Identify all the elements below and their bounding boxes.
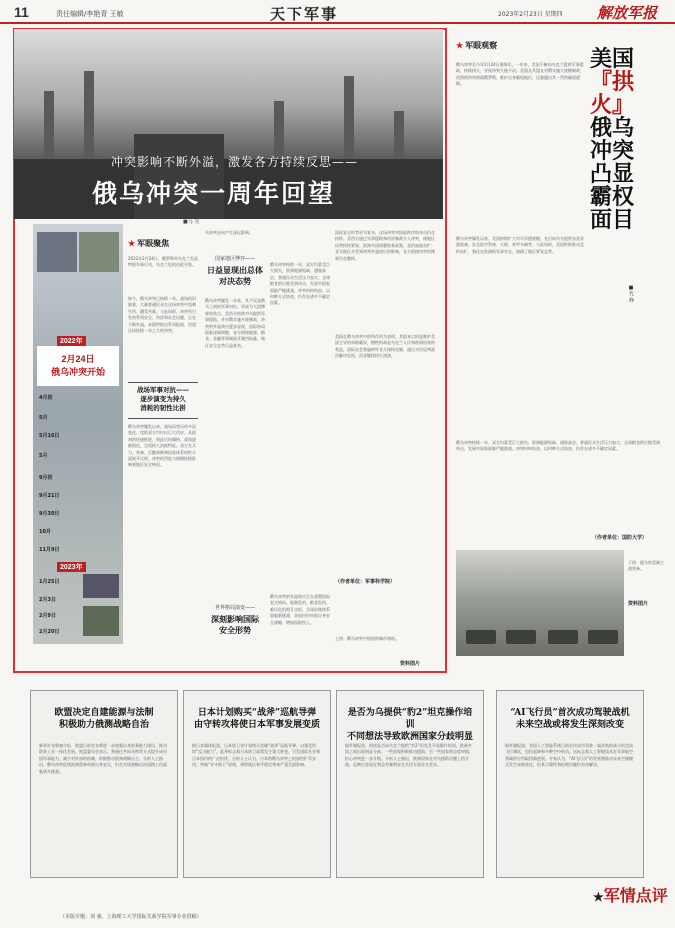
- timeline-date: 4月初: [39, 395, 53, 401]
- mid-para-2: 俄乌冲突爆发一年来，其不仅是俄乌之间的军事对抗，更成为大国博弈的焦点。美西方持续对乌提供军事援助，并对俄实施多轮制裁，冲突的外溢效应逐步显现，国际格局面临深刻调整，各方围绕能源、粮食、金融等领域展开激烈较量，地区安全态势日益复杂。: [205, 298, 265, 348]
- vehicle-shape: [548, 630, 578, 644]
- timeline-photo: [83, 606, 119, 636]
- vehicle-shape: [588, 630, 618, 644]
- timeline-date: 9月初: [39, 475, 53, 481]
- section-title: 日益显现出总体 对决态势: [207, 265, 263, 286]
- news-box-title: 欧盟决定自建能源与法制 积极助力俄测战略自治: [54, 708, 154, 730]
- key-date-card: [37, 346, 119, 386]
- headline-part: 俄乌冲突凸显霸权面目: [590, 115, 635, 233]
- section-rubric: 国家地区博弈——: [214, 256, 255, 262]
- right-author: ■代 峥: [628, 285, 634, 303]
- section-rubric: 世界格局演变——: [214, 605, 255, 611]
- right-kicker: ★ 军眼观察: [456, 40, 498, 50]
- timeline-date: 2月20日: [39, 629, 60, 635]
- right-headline: [590, 48, 638, 232]
- right-para-1: 俄乌冲突至今年2月24日满周年。一年来，美国不断向乌克兰提供军事援助，持续拱火，导致冲突久拖不决。美国及其盟友对俄实施大规模制裁，试图借冲突削弱俄罗斯，维护自身霸权地位，这暴露出其一贯的霸权逻辑。: [456, 62, 584, 87]
- news-box-title: “AI飞行员”首次成功驾驶战机 未来空战或将发生深刻改变: [510, 708, 630, 730]
- hero-title: 俄乌冲突一周年回望: [92, 179, 336, 208]
- issue-date: 2023年2月23日 星期四: [498, 11, 563, 18]
- key-date: 2月24日: [61, 354, 95, 364]
- feature-right-para-1: 国际安全形势更为复杂，这场冲突对国际秩序的冲击仍在持续。美西方通过军事援助和经济制裁介入冲突，使地区局势持续紧张；欧洲多国调整防务政策，北约加速东扩；亚太地区亦受到冲突外溢效应的影响，各方围绕冲突的博弈仍在继续。: [335, 230, 435, 261]
- vehicle-shape: [506, 630, 536, 644]
- editor-credit: 责任编辑/李艳青 王敏: [56, 10, 124, 18]
- news-box-text: 新华社布鲁塞尔电 欧盟日前宣布将进一步加强自身防务能力建设，推动防务工业一体化发展。欧盟委员会表示，将通过共同采购等方式提升成员国军事能力，减少对外部的依赖，积极推动欧洲战略自主。分析人士指出，俄乌冲突促使欧洲重新审视自身安全，但在实现战略自治道路上仍面临诸多挑战。: [39, 743, 167, 774]
- newspaper-logo: 解放军报: [597, 4, 658, 22]
- timeline-date: 10月: [39, 529, 51, 535]
- timeline-date: 5月: [39, 453, 48, 459]
- timeline-photo: [37, 232, 77, 272]
- hero-banner: [14, 29, 443, 219]
- feature-right-para-3: 美国在俄乌冲突中的所作所为表明，其根本目的是维护美国主导的单极霸权，牺牲的却是乌克兰人民和欧洲国家的利益。国际社会普遍呼吁各方保持克制，通过对话谈判政治解决危机，而非继续拱火浇油。: [335, 334, 435, 359]
- left-para-1: 2022年2月24日，俄罗斯对乌克兰发起特别军事行动，乌克兰危机由此升级。: [128, 256, 198, 268]
- timeline-date: 5月: [39, 415, 48, 421]
- timeline-photo: [83, 574, 119, 598]
- year-label: 2023年: [57, 562, 86, 572]
- feature-credit: 资料图片: [400, 661, 421, 667]
- section-title: 天下军事: [270, 5, 339, 23]
- headline-part: 美国: [590, 46, 635, 72]
- timeline-date: 2月9日: [39, 613, 56, 619]
- news-box-text: 据外媒报道，围绕是否向乌克兰提供“豹2”坦克及开展操作培训，欧洲多国之间出现明显分歧。一些国家积极推动援助，另一些国家则态度审慎，担心冲突进一步升级。分析人士指出，欧洲国家在对乌援助问题上的分歧，反映出各国在利益考量和安全关切方面存在差异。: [345, 743, 473, 768]
- year-label: 2022年: [57, 336, 86, 346]
- left-para-3: 俄乌冲突爆发以来，战场局势历经多次变化，攻防双方均付出巨大代价。从最初的快速推进，到此后的僵持，战线逐渐固化，呈现持久消耗特征。双方在兵力、装备、后勤保障和国家体系韧性方面展开比拼，冲突的烈度与规模持续影响着地区安全格局。: [128, 424, 196, 468]
- right-author-note: （作者单位：国防大学）: [592, 535, 648, 541]
- left-subhead: 战场军事对抗—— 逐步演变为持久 消耗的韧性比拼: [137, 386, 189, 412]
- column-kicker: ★ 军眼聚焦: [128, 238, 170, 248]
- chimney-shape: [84, 71, 94, 171]
- equipment-photo: [456, 550, 624, 656]
- section-title: 深刻影响国际 安全形势: [211, 614, 259, 635]
- hero-subtitle: 冲突影响不断外溢，激发各方持续反思——: [111, 155, 359, 169]
- mid-para-3: 俄乌冲突的外溢效应正在重塑国际安全格局。能源危机、粮食危机、难民危机相互交织，全球治理体系面临新挑战，各国纷纷审视自身安全战略，增加国防投入。: [270, 594, 330, 625]
- news-box-text: 据日本媒体报道，日本防卫省计划购买美制“战斧”巡航导弹，以强化所谓“反击能力”。此举标志着日本防卫政策发生重大转变，引发国际社会和日本国内的广泛担忧。分析人士认为，日本借俄乌冲突之机加快扩军步伐，突破“专守防卫”原则，将给地区和平稳定带来严重负面影响。: [192, 743, 321, 768]
- news-box-title: 日本计划购买“战斧”巡航导弹 由守转攻将使日本军事发展变质: [193, 708, 320, 730]
- right-para-2: 俄乌冲突爆发以来，美国持续扩大对乌军援规模，先后向乌方提供各类武器装备，涉及防空系统、火炮、装甲车辆等。与此同时，美国积极推动北约东扩，强化在欧洲的军事存在，加剧了地区紧张态势。: [456, 236, 584, 254]
- headline-highlight: 『拱火』: [590, 69, 635, 118]
- timeline-date: 2月3日: [39, 597, 56, 603]
- hero-author: ■马 克: [183, 219, 200, 225]
- news-box-text: 据外媒报道，美国人工智能系统日前首次成功驾驶一架改装的战斗机完成飞行测试，包括起降和多种空中机动。这标志着人工智能技术在军事航空领域的应用取得新进展。专家认为，“AI飞行员”的发展将推动未来空战模式发生深刻变化，但其可靠性和伦理问题仍有待解决。: [505, 743, 634, 768]
- news-box-4: [496, 690, 644, 878]
- news-box-1: [30, 690, 178, 878]
- news-box-3: [336, 690, 484, 878]
- feature-right-para-2: 俄乌冲突持续一年，双方均蒙受巨大损失。欧洲能源短缺、通胀高企，普通民众生活压力加大；全球粮食供应链受到冲击，发展中国家面临严峻挑战。冲突何时结束、以何种方式结束，仍存在诸多不确定因素。: [270, 262, 330, 306]
- timeline-date: 5月16日: [39, 433, 60, 439]
- bottom-footnote: （本版专题：刘 强，上海理工大学国际关系学院军事专业供稿）: [60, 914, 202, 920]
- divider: [128, 382, 198, 383]
- left-para-2: 如今，俄乌冲突已持续一年。战场依旧胶着，大量普通民众在这场冲突中流离失所、遭受苦难。与此同时，冲突所引发的系列安全、经济和社会问题，正在不断外溢。本版特推出系列报道，回望这场持续一年之久的冲突。: [128, 296, 196, 334]
- news-box-2: [183, 690, 331, 878]
- timeline-graphic: [33, 224, 123, 644]
- timeline-date: 9月30日: [39, 511, 60, 517]
- column-brand: ★军情点评: [593, 886, 668, 905]
- page-number: 11: [14, 4, 29, 20]
- key-date-label: 俄乌冲突开始: [50, 367, 105, 377]
- right-credit: 资料图片: [628, 601, 649, 607]
- mid-para-1: 乌冲突走向产生深远影响。: [205, 230, 253, 235]
- timeline-photo: [79, 232, 119, 272]
- feature-author-note: （作者单位：军事科学院）: [335, 579, 396, 585]
- right-caption: 下图：援乌的美制主战装备。: [628, 560, 664, 572]
- page-header: [0, 0, 675, 24]
- news-box-title: 是否为乌提供“豹2”坦克操作培训 不同想法导致欧洲国家分歧明显: [346, 708, 473, 742]
- right-para-3: 俄乌冲突持续一年，双方均蒙受巨大损失。欧洲能源短缺、通胀高企，普通民众生活压力加大；全球粮食供应链受到冲击，发展中国家面临严峻挑战。冲突何时结束、以何种方式结束，仍存在诸多不确定因素。: [456, 440, 660, 452]
- timeline-date: 9月21日: [39, 493, 60, 499]
- timeline-date: 11月9日: [39, 547, 60, 553]
- feature-caption: 上图：俄乌冲突中损毁的城市建筑。: [335, 636, 399, 641]
- timeline-date: 1月25日: [39, 579, 60, 585]
- divider: [128, 418, 198, 419]
- vehicle-shape: [466, 630, 496, 644]
